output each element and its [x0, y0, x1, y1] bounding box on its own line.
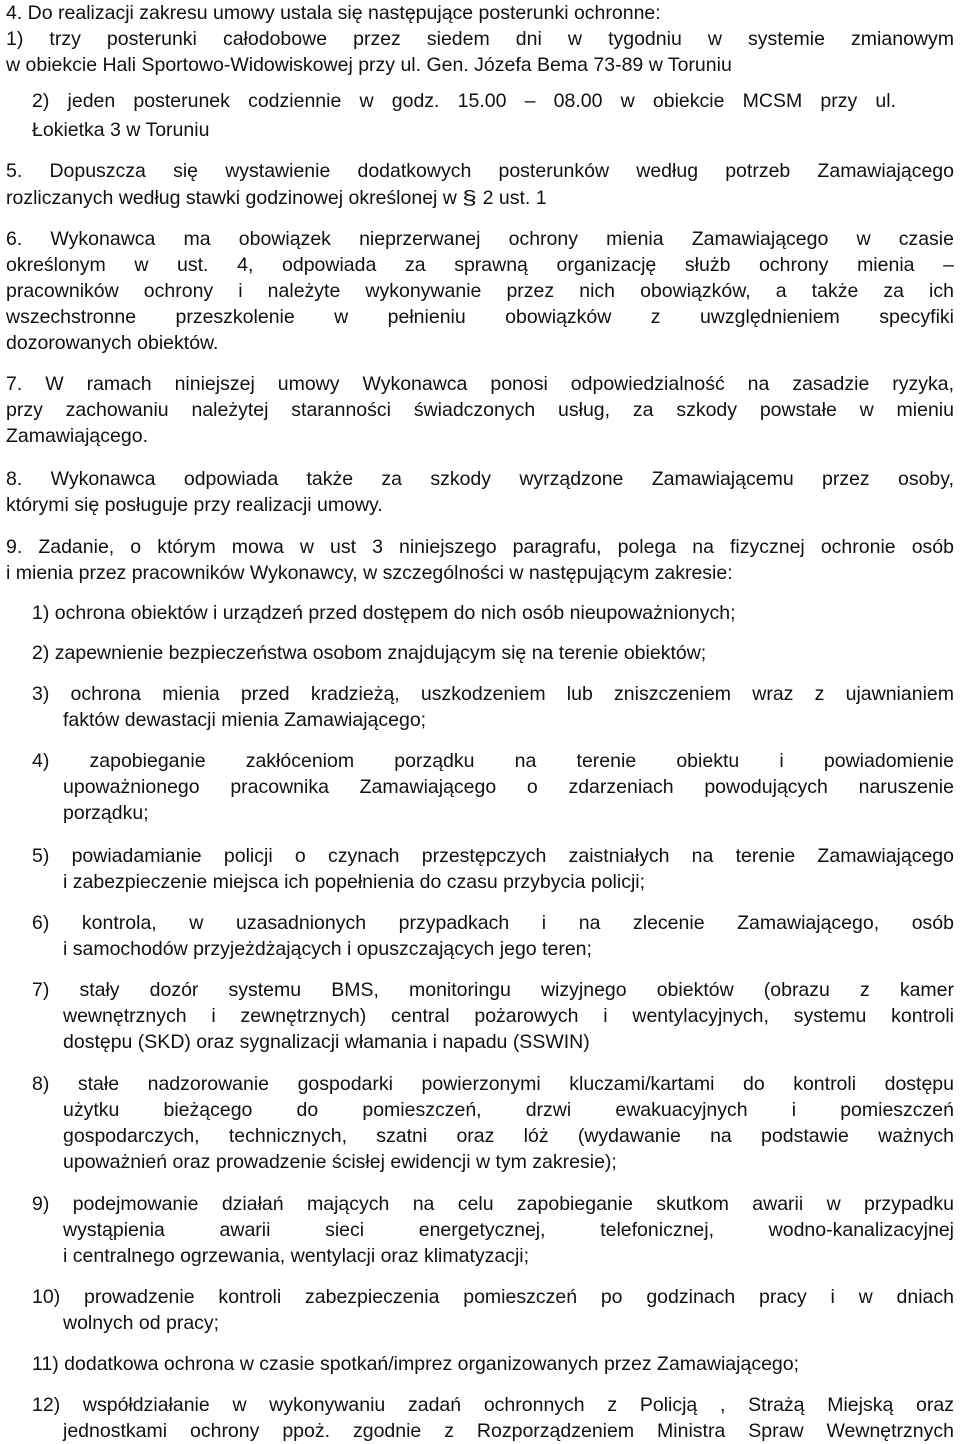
list-item-11: 11) dodatkowa ochrona w czasie spotkań/imprez organizowanych przez Zamawiającego; — [32, 1353, 800, 1375]
list-item-3-line-2: faktów dewastacji mienia Zamawiającego; — [63, 709, 427, 731]
paragraph-8-line-2: którymi się posługuje przy realizacji umowy. — [6, 494, 383, 516]
list-item-6-line-1: 6) kontrola, w uzasadnionych przypadkach i na zlecenie Zamawiającego, osób — [32, 912, 954, 934]
list-item-8-line-4: upoważnień oraz prowadzenie ścisłej ewidencji w tym zakresie); — [63, 1151, 617, 1173]
paragraph-6-line-3: pracowników ochrony i należyte wykonywanie przez nich obowiązków, a także za ich — [6, 280, 954, 302]
list-item-8-line-1: 8) stałe nadzorowanie gospodarki powierzonymi kluczami/kartami do kontroli dostępu — [32, 1073, 954, 1095]
paragraph-4-item-1-line-1: 1) trzy posterunki całodobowe przez siedem dni w tygodniu w systemie zmianowym — [6, 28, 954, 50]
paragraph-6-line-1: 6. Wykonawca ma obowiązek nieprzerwanej ochrony mienia Zamawiającego w czasie — [6, 228, 954, 250]
paragraph-9-line-1: 9. Zadanie, o którym mowa w ust 3 niniejszego paragrafu, polega na fizycznej ochronie osób — [6, 536, 954, 558]
paragraph-4-line-1: 4. Do realizacji zakresu umowy ustala się następujące posterunki ochronne: — [6, 2, 661, 24]
list-item-12-line-1: 12) współdziałanie w wykonywaniu zadań ochronnych z Policją , Strażą Miejską oraz — [32, 1394, 954, 1416]
list-item-10-line-2: wolnych od pracy; — [63, 1312, 220, 1334]
list-item-8-line-2: użytku bieżącego do pomieszczeń, drzwi ewakuacyjnych i pomieszczeń — [63, 1099, 954, 1121]
paragraph-8-line-1: 8. Wykonawca odpowiada także za szkody wyrządzone Zamawiającemu przez osoby, — [6, 468, 954, 490]
section-sign: § — [462, 187, 478, 209]
list-item-4-line-1: 4) zapobieganie zakłóceniom porządku na terenie obiektu i powiadomienie — [32, 750, 954, 772]
paragraph-5-text: rozliczanych według stawki godzinowej określonej w — [6, 187, 457, 209]
paragraph-6-line-4: wszechstronne przeszkolenie w pełnieniu obowiązków z uwzględnieniem specyfiki — [6, 306, 954, 328]
list-item-7-line-2: wewnętrznych i zewnętrznych) central pożarowych i wentylacyjnych, systemu kontroli — [63, 1005, 954, 1027]
paragraph-7-line-3: Zamawiającego. — [6, 425, 148, 447]
paragraph-5-line-1: 5. Dopuszcza się wystawienie dodatkowych posterunków według potrzeb Zamawiającego — [6, 160, 954, 182]
paragraph-6-line-5: dozorowanych obiektów. — [6, 332, 219, 354]
list-item-7-line-3: dostępu (SKD) oraz sygnalizacji włamania i napadu (SSWIN) — [63, 1031, 590, 1053]
list-item-1: 1) ochrona obiektów i urządzeń przed dostępem do nich osób nieupoważnionych; — [32, 602, 736, 624]
paragraph-5-line-2 — [6, 185, 954, 211]
list-item-8-line-3: gospodarczych, technicznych, szatni oraz lóż (wydawanie na podstawie ważnych — [63, 1125, 954, 1147]
list-item-2: 2) zapewnienie bezpieczeństwa osobom znajdującym się na terenie obiektów; — [32, 642, 707, 664]
list-item-7-line-1: 7) stały dozór systemu BMS, monitoringu wizyjnego obiektów (obrazu z kamer — [32, 979, 954, 1001]
paragraph-4-item-1-line-2: w obiekcie Hali Sportowo-Widowiskowej przy ul. Gen. Józefa Bema 73-89 w Toruniu — [6, 54, 732, 76]
paragraph-6-line-2: określonym w ust. 4, odpowiada za sprawną organizację służb ochrony mienia – — [6, 254, 954, 276]
list-item-5-line-2: i zabezpieczenie miejsca ich popełnienia do czasu przybycia policji; — [63, 871, 646, 893]
list-item-9-line-2: wystąpienia awarii sieci energetycznej, telefonicznej, wodno-kanalizacyjnej — [63, 1219, 954, 1241]
list-item-3-line-1: 3) ochrona mienia przed kradzieżą, uszkodzeniem lub zniszczeniem wraz z ujawnianiem — [32, 683, 954, 705]
paragraph-7-line-2: przy zachowaniu należytej staranności świadczonych usług, za szkody powstałe w mieniu — [6, 399, 954, 421]
list-item-9-line-3: i centralnego ogrzewania, wentylacji oraz klimatyzacji; — [63, 1245, 530, 1267]
list-item-4-line-3: porządku; — [63, 802, 149, 824]
paragraph-4-item-2-line-1: 2) jeden posterunek codziennie w godz. 15.00 – 08.00 w obiekcie MCSM przy ul. — [32, 90, 896, 112]
paragraph-9-line-2: i mienia przez pracowników Wykonawcy, w szczególności w następującym zakresie: — [6, 562, 733, 584]
list-item-4-line-2: upoważnionego pracownika Zamawiającego o zdarzeniach powodujących naruszenie — [63, 776, 954, 798]
list-item-10-line-1: 10) prowadzenie kontroli zabezpieczenia pomieszczeń po godzinach pracy i w dniach — [32, 1286, 954, 1308]
paragraph-4-item-2-line-2: Łokietka 3 w Toruniu — [32, 119, 210, 141]
paragraph-7-line-1: 7. W ramach niniejszej umowy Wykonawca ponosi odpowiedzialność na zasadzie ryzyka, — [6, 373, 954, 395]
list-item-6-line-2: i samochodów przyjeżdżających i opuszczających jego teren; — [63, 938, 592, 960]
list-item-9-line-1: 9) podejmowanie działań mających na celu zapobieganie skutkom awarii w przypadku — [32, 1193, 954, 1215]
paragraph-5-reference: 2 ust. 1 — [482, 187, 547, 209]
list-item-12-line-2: jednostkami ochrony ppoż. zgodnie z Rozporządzeniem Ministra Spraw Wewnętrznych — [63, 1420, 954, 1442]
list-item-5-line-1: 5) powiadamianie policji o czynach przestępczych zaistniałych na terenie Zamawiającego — [32, 845, 954, 867]
